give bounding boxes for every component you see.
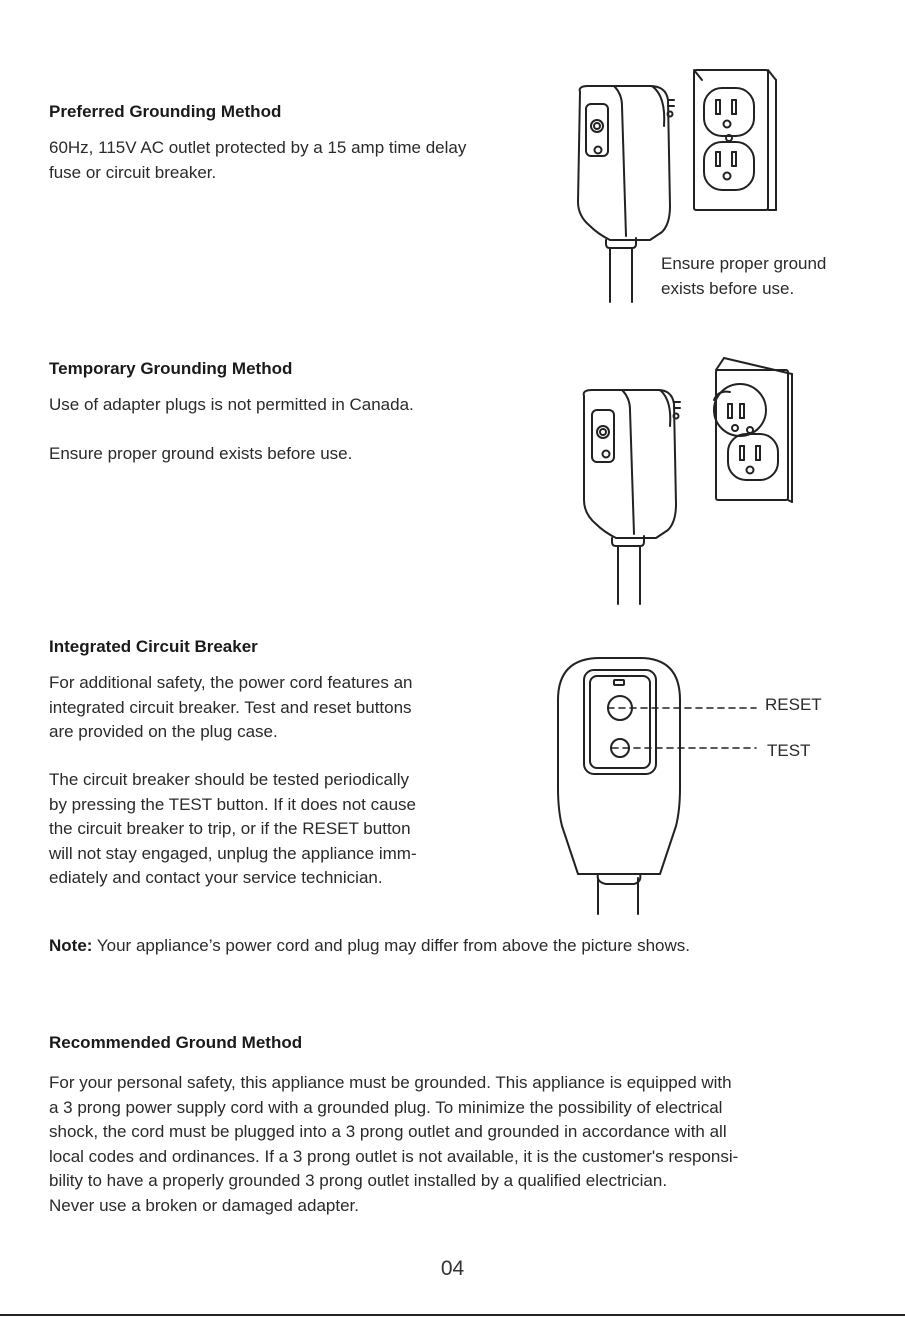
- temporary-body-1: Use of adapter plugs is not permitted in Canada.: [49, 395, 414, 414]
- plug-body: [584, 390, 680, 604]
- wall-outlet-with-adapter: [714, 358, 792, 502]
- note-paragraph: [49, 936, 690, 956]
- bottom-rule: [0, 1314, 905, 1316]
- breaker-heading: Integrated Circuit Breaker: [49, 637, 258, 656]
- preferred-body: 60Hz, 115V AC outlet protected by a 15 amp time delay fuse or circuit breaker.: [49, 138, 467, 182]
- breaker-body-1: For additional safety, the power cord features an integrated circuit breaker. Test and reset buttons are provided on the plug case.: [49, 673, 413, 741]
- note-label: Note:: [49, 936, 93, 955]
- reset-label: RESET: [765, 695, 822, 714]
- circuit-breaker-plug-illustration: [550, 650, 770, 918]
- plug-with-adapter-illustration: [578, 354, 798, 606]
- note-text: Your appliance’s power cord and plug may differ from above the picture shows.: [92, 936, 691, 955]
- recommended-body: For your personal safety, this appliance must be grounded. This appliance is equipped with a 3 prong power supply cord with a grounded plug. To minimize the possibility of electrical shock, the cord must be plugged into a 3 prong outlet and grounded in accordance with all local codes and ordinances. If a 3 prong outlet is not available, it is the customer's responsi- bility to have a properly grounded 3 prong outlet installed by a qualified electrician. Never use a broken or damaged adapter.: [49, 1073, 739, 1215]
- preferred-caption: Ensure proper ground exists before use.: [661, 254, 827, 298]
- recommended-heading: Recommended Ground Method: [49, 1033, 303, 1052]
- plug-body: [578, 86, 674, 302]
- preferred-heading: Preferred Grounding Method: [49, 102, 282, 121]
- test-label: TEST: [767, 741, 811, 760]
- wall-outlet-plate: [694, 70, 776, 210]
- page-number: 04: [440, 1257, 465, 1280]
- temporary-body-2: Ensure proper ground exists before use.: [49, 444, 353, 463]
- breaker-body-2: The circuit breaker should be tested periodically by pressing the TEST button. If it does not cause the circuit breaker to trip, or if the RESET button will not stay engaged, unplug the appliance imm- ediately and contact your service technician.: [49, 770, 417, 887]
- temporary-heading: Temporary Grounding Method: [49, 359, 293, 378]
